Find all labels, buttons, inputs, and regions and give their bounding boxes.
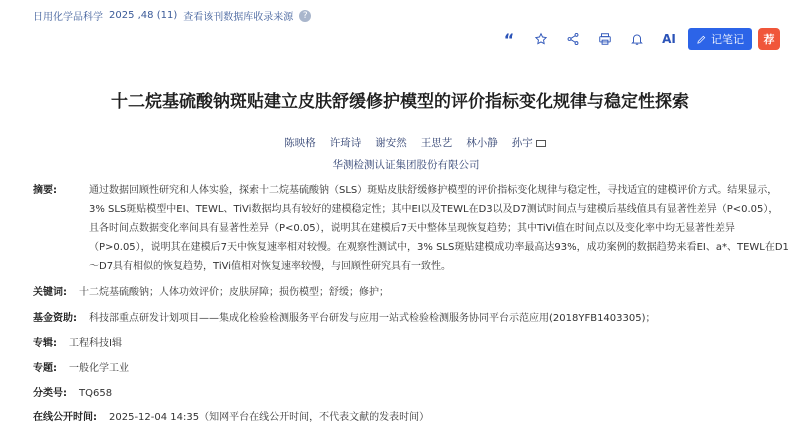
abstract-line: （P>0.05），说明其在建模后7天中恢复速率相对较慢。在观察性测试中，3% SLS斑贴建模成功率最高达93%，成功案例的数据趋势来看EI、a*、TEWL在D1 — [89, 242, 789, 253]
take-note-label: 记笔记 — [711, 33, 744, 46]
author-link[interactable]: 谢安然 — [375, 137, 407, 149]
recommend-button[interactable]: 荐 — [758, 28, 780, 50]
pen-icon — [696, 34, 707, 45]
alert-button[interactable] — [624, 28, 650, 50]
abstract-line: 通过数据回顾性研究和人体实验，探索十二烷基硫酸钠（SLS）斑贴皮肤舒缓修护模型的评价指标变化规律与稳定性，寻找适宜的建模评价方式。结果显示， — [89, 185, 778, 196]
bell-icon — [630, 32, 644, 46]
ai-button[interactable]: AI — [662, 32, 676, 46]
star-icon — [534, 32, 548, 46]
year-issue[interactable]: 2025 ,48 (11) — [109, 10, 178, 21]
topic-row — [33, 359, 129, 378]
print-button[interactable] — [592, 28, 618, 50]
abstract-label: 摘要: — [33, 185, 57, 196]
favorite-button[interactable] — [528, 28, 554, 50]
author-link[interactable]: 林小静 — [466, 137, 498, 149]
author-link[interactable]: 陈映格 — [284, 137, 316, 149]
article-toolbar — [496, 28, 780, 50]
special-row — [33, 334, 122, 353]
share-icon — [566, 32, 580, 46]
author-link[interactable]: 王思艺 — [420, 137, 453, 149]
take-note-button[interactable] — [688, 28, 752, 50]
fund-label: 基金资助: — [33, 313, 77, 324]
author-list — [0, 135, 800, 150]
special-label: 专辑: — [33, 338, 57, 349]
quote-icon: “ — [503, 29, 515, 49]
abstract-line: 且各时间点数据变化率间具有显著性差异（P<0.05），说明其在建模后7天中整体呈现恢复趋势；其中TiVi值在时间点以及变化率中均无显著性差异 — [89, 223, 736, 234]
fund-row — [33, 309, 656, 328]
help-icon[interactable]: ? — [299, 10, 311, 22]
abstract-text — [69, 181, 789, 276]
db-source-link[interactable]: 查看该刊数据库收录来源 — [183, 12, 294, 23]
topic-value: 一般化学工业 — [69, 363, 129, 374]
quote-button[interactable] — [496, 28, 522, 50]
print-icon — [598, 32, 612, 46]
author-link[interactable]: 孙宇 — [511, 137, 533, 149]
online-value: 2025-12-04 14:35（知网平台在线公开时间，不代表文献的发表时间） — [109, 412, 430, 423]
share-button[interactable] — [560, 28, 586, 50]
mail-icon[interactable] — [536, 140, 546, 147]
topic-label: 专题: — [33, 363, 57, 374]
author-link[interactable]: 许琦诗 — [329, 137, 362, 149]
online-row — [33, 408, 429, 427]
class-value: TQ658 — [79, 388, 113, 399]
journal-link[interactable]: 日用化学品科学 — [33, 12, 103, 23]
class-row — [33, 384, 112, 403]
special-value: 工程科技Ⅰ辑 — [69, 338, 122, 349]
keywords-value[interactable]: 十二烷基硫酸钠；人体功效评价；皮肤屏障；损伤模型；舒缓；修护； — [79, 287, 389, 298]
class-label: 分类号: — [33, 388, 67, 399]
abstract-line: 3% SLS斑贴模型中EI、TEWL、TiVi数据均具有较好的建模稳定性；其中EI以及TEWL在D3以及D7测试时间点与建模后基线值具有显著性差异（P<0.05）， — [89, 204, 779, 215]
online-label: 在线公开时间: — [33, 412, 97, 423]
abstract-section — [33, 181, 789, 276]
fund-value[interactable]: 科技部重点研发计划项目——集成化检验检测服务平台研发与应用一站式检验检测服务协同平台示范应用(2018YFB1403305)； — [89, 313, 656, 324]
keywords-label: 关键词: — [33, 287, 67, 298]
keywords-row — [33, 283, 389, 302]
source-line — [33, 8, 311, 23]
abstract-line: ～D7具有相似的恢复趋势，TiVi值相对恢复速率较慢，与回顾性研究具有一致性。 — [89, 261, 452, 272]
organization-link[interactable]: 华测检测认证集团股份有限公司 — [332, 159, 480, 171]
article-title: 十二烷基硫酸钠斑贴建立皮肤舒缓修护模型的评价指标变化规律与稳定性探索 — [111, 92, 689, 112]
